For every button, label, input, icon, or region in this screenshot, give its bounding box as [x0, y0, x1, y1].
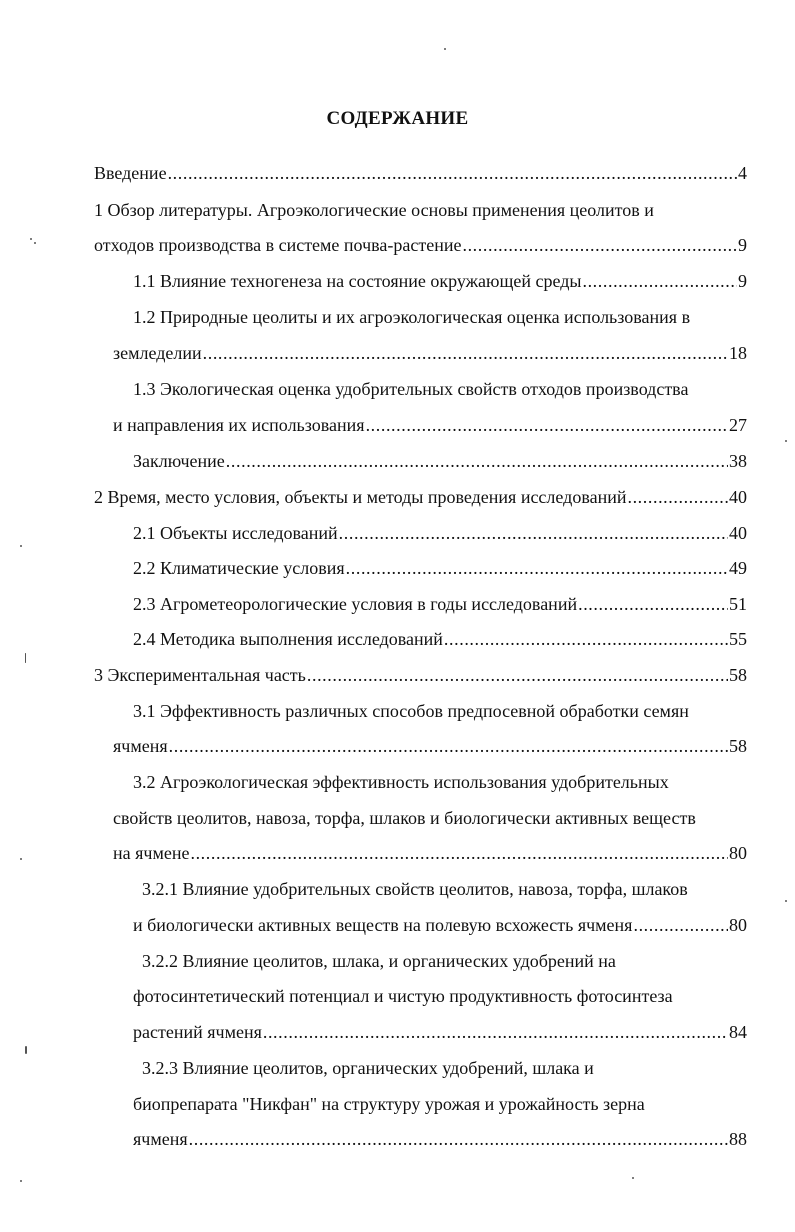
- toc-entry-page: 51: [729, 594, 747, 614]
- toc-entry-text: Введение: [94, 163, 167, 183]
- toc-entry: [113, 412, 747, 438]
- toc-entry-text: растений ячменя: [133, 1022, 262, 1042]
- toc-entry: [94, 160, 747, 186]
- toc-entry: [133, 912, 747, 938]
- toc-entry: [113, 805, 696, 831]
- toc-entry: [142, 1055, 594, 1081]
- toc-entry-text: фотосинтетический потенциал и чистую продуктивность фотосинтеза: [133, 986, 673, 1006]
- toc-entry-page: 27: [729, 415, 747, 435]
- toc-entry-page: 38: [729, 451, 747, 471]
- dot-leader: [627, 484, 728, 510]
- toc-entry-text: 3.2.1 Влияние удобрительных свойств цеолитов, навоза, торфа, шлаков: [142, 879, 688, 899]
- toc-entry-text: свойств цеолитов, навоза, торфа, шлаков и биологически активных веществ: [113, 808, 696, 828]
- toc-entry-page: 84: [729, 1022, 747, 1042]
- dot-leader: [169, 733, 728, 759]
- toc-entry-page: 80: [729, 915, 747, 935]
- dot-leader: [578, 591, 728, 617]
- toc-entry-text: 1.1 Влияние техногенеза на состояние окружающей среды: [133, 271, 582, 291]
- toc-entry-text: 2.2 Климатические условия: [133, 558, 345, 578]
- toc-entry-text: 3.2.2 Влияние цеолитов, шлака, и органических удобрений на: [142, 951, 616, 971]
- dot-leader: [226, 448, 728, 474]
- toc-entry: [133, 520, 747, 546]
- toc-entry-text: земледелии: [113, 343, 202, 363]
- toc-entry-text: биопрепарата "Никфан" на структуру урожая и урожайность зерна: [133, 1094, 645, 1114]
- toc-entry-text: 3.2 Агроэкологическая эффективность использования удобрительных: [133, 772, 669, 792]
- page-title: СОДЕРЖАНИЕ: [326, 108, 469, 129]
- toc-entry-page: 9: [738, 271, 747, 291]
- dot-leader: [366, 412, 728, 438]
- toc-entry: [113, 733, 747, 759]
- toc-entry-text: 2.4 Методика выполнения исследований: [133, 629, 443, 649]
- toc-entry: [133, 555, 747, 581]
- toc-entry-text: 1.3 Экологическая оценка удобрительных свойств отходов производства: [133, 379, 689, 399]
- dot-leader: [189, 1126, 728, 1152]
- toc-entry: [133, 591, 747, 617]
- dot-leader: [168, 160, 737, 186]
- toc-entry: [94, 484, 747, 510]
- toc-entry-text: на ячмене: [113, 843, 190, 863]
- dot-leader: [307, 662, 728, 688]
- toc-entry-page: 4: [738, 163, 747, 183]
- toc-entry-page: 58: [729, 665, 747, 685]
- toc-entry-text: 3 Экспериментальная часть: [94, 665, 306, 685]
- toc-entry: [133, 769, 669, 795]
- toc-entry-text: 3.1 Эффективность различных способов предпосевной обработки семян: [133, 701, 689, 721]
- toc-entry-text: ячменя: [133, 1129, 188, 1149]
- toc-entry: [133, 983, 673, 1009]
- toc-entry-text: 1 Обзор литературы. Агроэкологические основы применения цеолитов и: [94, 200, 654, 220]
- toc-entry: [133, 626, 747, 652]
- toc-entry-page: 80: [729, 843, 747, 863]
- dot-leader: [203, 340, 728, 366]
- toc-entry: [133, 1019, 747, 1045]
- toc-entry: [94, 197, 654, 223]
- toc-entry-page: 55: [729, 629, 747, 649]
- toc-entry-text: и биологически активных веществ на полевую всхожесть ячменя: [133, 915, 633, 935]
- toc-entry-text: и направления их использования: [113, 415, 365, 435]
- toc-entry: [94, 662, 747, 688]
- toc-entry: [142, 876, 688, 902]
- toc-entry: [94, 232, 747, 258]
- toc-entry: [133, 268, 747, 294]
- toc-entry-text: 2 Время, место условия, объекты и методы проведения исследований: [94, 487, 627, 507]
- toc-entry-text: Заключение: [133, 451, 225, 471]
- toc-entry: [113, 340, 747, 366]
- toc-entry-text: ячменя: [113, 736, 168, 756]
- toc-entry: [133, 698, 689, 724]
- toc-entry-page: 18: [729, 343, 747, 363]
- toc-entry: [133, 448, 747, 474]
- toc-entry-page: 58: [729, 736, 747, 756]
- dot-leader: [190, 840, 728, 866]
- toc-entry-page: 49: [729, 558, 747, 578]
- toc-entry-page: 40: [729, 487, 747, 507]
- toc-entry-text: отходов производства в системе почва-растение: [94, 235, 462, 255]
- dot-leader: [444, 626, 728, 652]
- toc-entry-page: 40: [729, 523, 747, 543]
- dot-leader: [582, 268, 737, 294]
- toc-entry: [133, 376, 688, 402]
- toc-entry: [142, 948, 616, 974]
- dot-leader: [263, 1019, 728, 1045]
- toc-entry-page: 9: [738, 235, 747, 255]
- toc-entry: [133, 1126, 747, 1152]
- toc-entry-text: 3.2.3 Влияние цеолитов, органических удобрений, шлака и: [142, 1058, 594, 1078]
- toc-entry-text: 2.1 Объекты исследований: [133, 523, 338, 543]
- toc-entry: [133, 304, 690, 330]
- toc-entry: [133, 1091, 645, 1117]
- dot-leader: [346, 555, 728, 581]
- dot-leader: [633, 912, 728, 938]
- toc-entry-text: 1.2 Природные цеолиты и их агроэкологическая оценка использования в: [133, 307, 691, 327]
- dot-leader: [339, 520, 728, 546]
- toc-entry: [113, 840, 747, 866]
- dot-leader: [462, 232, 737, 258]
- toc-entry-text: 2.3 Агрометеорологические условия в годы исследований: [133, 594, 578, 614]
- toc-entry-page: 88: [729, 1129, 747, 1149]
